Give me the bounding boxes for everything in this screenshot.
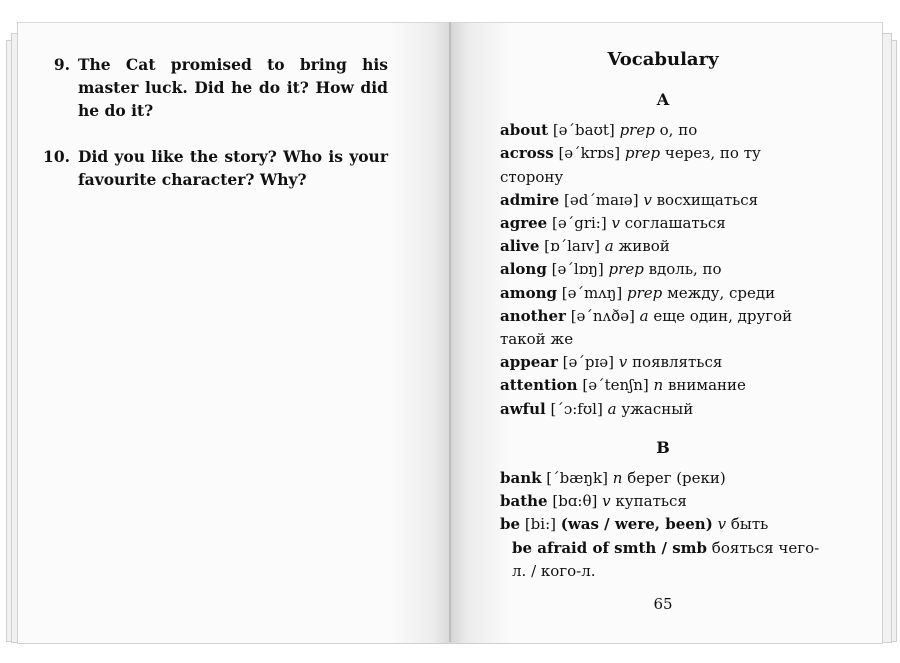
vocab-part-of-speech: v	[618, 353, 628, 372]
vocab-entry	[500, 119, 826, 142]
section-letter: A	[656, 90, 670, 109]
vocab-word: be	[500, 515, 521, 534]
vocab-translation: берег (реки)	[627, 469, 726, 488]
vocab-part-of-speech: prep	[624, 144, 661, 163]
vocab-translation: быть	[730, 515, 769, 534]
vocab-part-of-speech: n	[653, 376, 664, 395]
vocab-entry	[500, 212, 826, 235]
vocab-entry	[500, 258, 826, 281]
vocab-part-of-speech: v	[611, 214, 620, 233]
vocab-translation: еще один, другой такой же	[500, 306, 793, 349]
vocab-phonetic: [bi:]	[524, 515, 556, 534]
vocab-word: another	[500, 306, 566, 325]
vocab-phonetic: [ə΄krɒs]	[558, 144, 621, 163]
question-text: Did you like the story? Who is your favourite character? Why?	[78, 147, 388, 189]
vocab-phonetic: [ə΄mʌŋ]	[561, 283, 623, 302]
vocab-word: about	[500, 121, 549, 140]
vocab-phonetic: [ə΄lɒŋ]	[551, 260, 604, 279]
vocab-word: bathe	[500, 492, 548, 511]
vocab-phonetic: [ə΄nʌðə]	[570, 306, 635, 325]
vocab-part-of-speech: v	[643, 190, 652, 209]
vocab-forms: (was / were, been)	[560, 515, 713, 534]
vocab-word: bank	[500, 469, 542, 488]
vocab-translation: появляться	[632, 353, 723, 372]
vocab-word: appear	[500, 353, 558, 372]
vocab-translation: между, среди	[667, 283, 776, 302]
vocab-translation: купаться	[615, 492, 687, 511]
vocab-part-of-speech: prep	[627, 283, 663, 302]
vocab-entry	[500, 189, 826, 212]
section-letter: B	[656, 437, 670, 457]
vocab-translation: внимание	[667, 376, 746, 395]
vocab-translation: восхищаться	[656, 190, 759, 209]
vocab-word: along	[500, 260, 547, 279]
vocab-phonetic: [əd΄maɪə]	[564, 190, 639, 209]
vocab-part-of-speech: a	[639, 306, 649, 325]
left-page	[17, 22, 451, 644]
vocab-entry	[500, 351, 826, 374]
vocab-word: across	[500, 144, 554, 163]
vocab-translation: бояться чего-л. / кого-л.	[512, 538, 820, 580]
vocab-entry	[500, 142, 826, 188]
question-9	[53, 53, 388, 122]
vocab-word: awful	[500, 399, 546, 418]
vocab-phonetic: [ə΄gri:]	[551, 214, 607, 233]
vocab-translation: о, по	[659, 121, 698, 140]
right-page	[451, 22, 883, 644]
vocab-phonetic: [ə΄pɪə]	[562, 353, 615, 372]
vocab-word: agree	[500, 214, 548, 233]
vocab-word: among	[500, 283, 557, 302]
question-number: 9.	[53, 55, 70, 74]
vocab-phonetic: [ə΄baʊt]	[552, 121, 615, 140]
vocab-phonetic: [΄bæŋk]	[546, 469, 608, 488]
vocab-part-of-speech: v	[602, 492, 611, 511]
vocab-word: be afraid of smth / smb	[512, 538, 708, 557]
vocab-translation: вдоль, по	[648, 260, 722, 279]
question-number: 10.	[43, 147, 70, 166]
vocab-part-of-speech: a	[607, 399, 617, 418]
question-text: The Cat promised to bring his master luck. Did he do it? How did he do it?	[78, 55, 388, 120]
vocab-word: alive	[500, 237, 540, 256]
vocab-translation: ужасный	[621, 399, 694, 418]
vocab-entry	[500, 513, 826, 536]
vocab-phonetic: [΄ɔ:fʊl]	[550, 399, 603, 418]
vocab-part-of-speech: n	[612, 469, 623, 488]
vocab-entry	[500, 282, 826, 305]
vocab-word: admire	[500, 190, 560, 209]
vocab-entry	[500, 490, 826, 513]
vocab-entry	[500, 235, 826, 258]
vocab-entry	[500, 305, 826, 351]
vocab-part-of-speech: prep	[608, 260, 644, 279]
page-number: 65	[653, 595, 673, 614]
vocab-phonetic: [bɑ:θ]	[552, 492, 598, 511]
vocab-translation: соглашаться	[624, 214, 726, 233]
vocabulary-list	[500, 47, 826, 616]
vocab-phonetic: [ɒ΄laɪv]	[544, 237, 600, 256]
question-10	[43, 145, 388, 191]
vocabulary-title: Vocabulary	[607, 49, 719, 70]
vocab-translation: живой	[618, 237, 670, 256]
vocab-word: attention	[500, 376, 578, 395]
vocab-part-of-speech: v	[717, 515, 727, 534]
vocab-entry	[500, 467, 826, 490]
vocab-part-of-speech: prep	[619, 121, 655, 140]
vocab-phonetic: [ə΄tenʃn]	[582, 376, 649, 395]
vocab-entry	[500, 537, 826, 583]
vocab-part-of-speech: a	[604, 237, 614, 256]
vocab-entry	[500, 398, 826, 421]
vocab-entry	[500, 374, 826, 397]
vocab-translation: через, по ту сторону	[500, 144, 761, 186]
